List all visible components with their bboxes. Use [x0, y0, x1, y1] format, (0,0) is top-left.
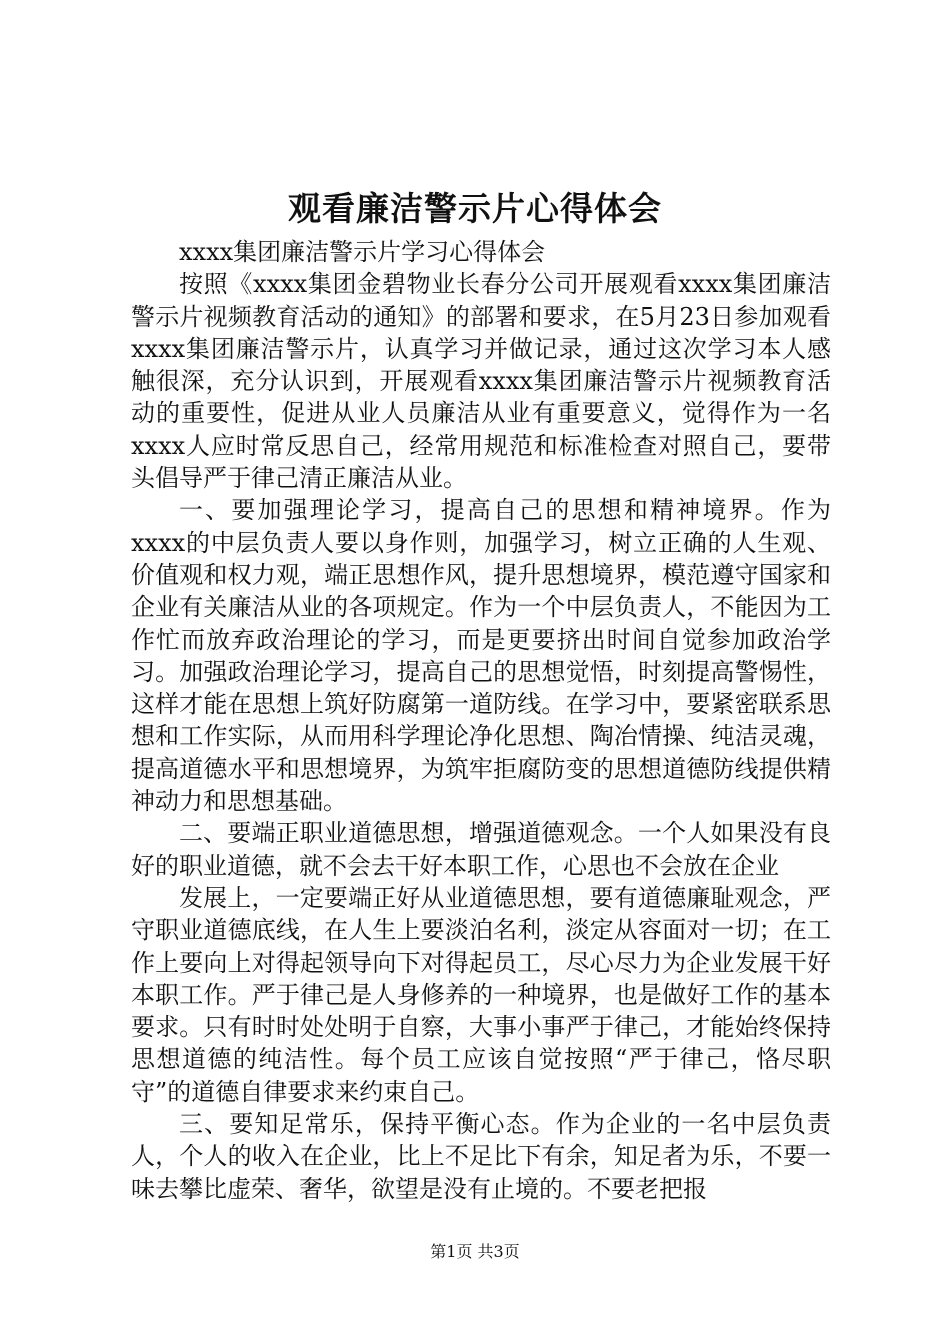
document-body	[131, 236, 831, 1205]
intro-paragraph: 按照《xxxx集团金碧物业长春分公司开展观看xxxx集团廉洁警示片视频教育活动的通知》的部署和要求，在5月23日参加观看xxxx集团廉洁警示片，认真学习并做记录，通过这次学习本人感触很深，充分认识到，开展观看xxxx集团廉洁警示片视频教育活动的重要性，促进从业人员廉洁从业有重要意义，觉得作为一名xxxx人应时常反思自己，经常用规范和标准检查对照自己，要带头倡导严于律己清正廉洁从业。	[131, 270, 831, 493]
subtitle-paragraph: xxxx集团廉洁警示片学习心得体会	[179, 238, 546, 266]
section-one-paragraph: 一、要加强理论学习，提高自己的思想和精神境界。作为xxxx的中层负责人要以身作则，加强学习，树立正确的人生观、价值观和权力观，端正思想作风，提升思想境界，模范遵守国家和企业有关廉洁从业的各项规定。作为一个中层负责人，不能因为工作忙而放弃政治理论的学习，而是更要挤出时间自觉参加政治学习。加强政治理论学习，提高自己的思想觉悟，时刻提高警惕性，这样才能在思想上筑好防腐第一道防线。在学习中，要紧密联系思想和工作实际，从而用科学理论净化思想、陶冶情操、纯洁灵魂，提高道德水平和思想境界，为筑牢拒腐防变的思想道德防线提供精神动力和思想基础。	[131, 496, 831, 816]
section-two-continuation-paragraph: 发展上，一定要端正好从业道德思想，要有道德廉耻观念，严守职业道德底线，在人生上要淡泊名利，淡定从容面对一切；在工作上要向上对得起领导向下对得起员工，尽心尽力为企业发展干好本职工作。严于律己是人身修养的一种境界，也是做好工作的基本要求。只有时时处处明于自察，大事小事严于律己，才能始终保持思想道德的纯洁性。每个员工应该自觉按照“严于律己，恪尽职守”的道德自律要求来约束自己。	[131, 883, 831, 1106]
page-footer: 第1页 共3页	[430, 1242, 520, 1261]
section-three-paragraph: 三、要知足常乐，保持平衡心态。作为企业的一名中层负责人，个人的收入在企业，比上不足比下有余，知足者为乐，不要一味去攀比虚荣、奢华，欲望是没有止境的。不要老把报	[131, 1110, 831, 1203]
document-title: 观看廉洁警示片心得体会	[288, 189, 662, 228]
section-two-paragraph: 二、要端正职业道德思想，增强道德观念。一个人如果没有良好的职业道德，就不会去干好本职工作，心思也不会放在企业	[131, 819, 831, 880]
